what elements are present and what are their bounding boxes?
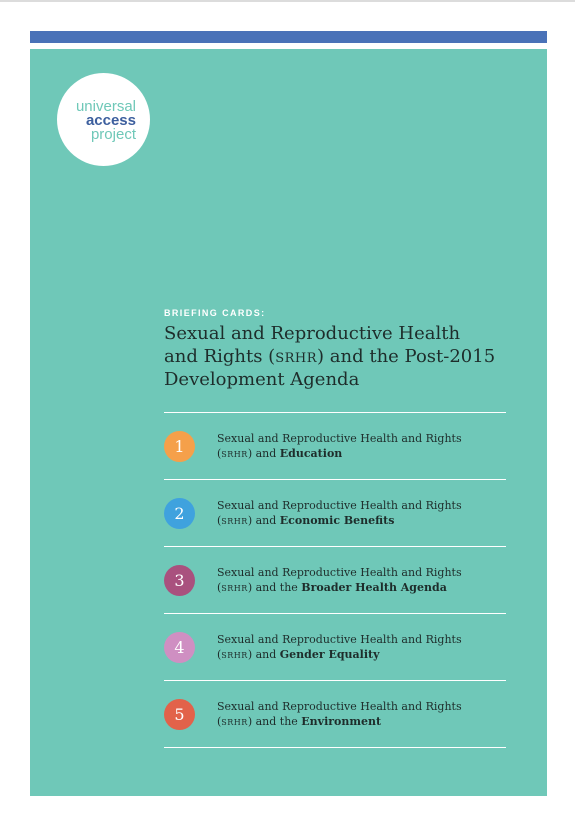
logo-word-access: access [85, 112, 136, 129]
card-number-badge: 2 [164, 498, 195, 529]
card-title-line-2: (srhr) and Education [217, 447, 343, 460]
logo-word-universal: universal [75, 98, 136, 115]
card-number-badge: 1 [164, 431, 195, 462]
card-list-item[interactable] [164, 614, 506, 680]
card-title-line-2: (srhr) and the Broader Health Agenda [217, 581, 447, 594]
title-line-3: Development Agenda [164, 369, 360, 390]
card-connector: ) and [247, 648, 280, 661]
cover-panel [30, 49, 547, 796]
divider [164, 747, 506, 748]
card-title-line-1: Sexual and Reproductive Health and Rights [217, 633, 462, 646]
title-abbr: srhr [275, 346, 318, 367]
page-title [164, 322, 504, 391]
title-line-2-post: ) and the Post-2015 [317, 346, 496, 367]
card-list-item[interactable] [164, 547, 506, 613]
card-list-item[interactable] [164, 413, 506, 479]
card-title [217, 699, 507, 729]
title-line-2-pre: and Rights ( [164, 346, 276, 367]
card-title [217, 431, 507, 461]
card-title [217, 498, 507, 528]
card-abbr: srhr [221, 715, 248, 728]
card-connector: ) and [247, 514, 280, 527]
card-topic: Gender Equality [279, 648, 380, 661]
card-connector: ) and [247, 447, 280, 460]
card-abbr: srhr [221, 514, 248, 527]
card-title-line-1: Sexual and Reproductive Health and Rights [217, 566, 462, 579]
briefing-cards-label: BRIEFING CARDS: [164, 308, 266, 318]
card-connector: ) and the [247, 715, 302, 728]
card-topic: Environment [301, 715, 382, 728]
card-title-line-1: Sexual and Reproductive Health and Rights [217, 499, 462, 512]
card-list-item[interactable] [164, 681, 506, 747]
card-abbr: srhr [221, 648, 248, 661]
card-number-badge: 4 [164, 632, 195, 663]
card-topic: Broader Health Agenda [301, 581, 447, 594]
card-connector: ) and the [247, 581, 302, 594]
card-title-line-1: Sexual and Reproductive Health and Rights [217, 700, 462, 713]
card-title [217, 565, 507, 595]
card-title [217, 632, 507, 662]
universal-access-project-logo [57, 73, 150, 166]
card-topic: Education [279, 447, 343, 460]
top-rule [0, 0, 575, 2]
card-abbr: srhr [221, 581, 248, 594]
title-line-2 [164, 345, 504, 368]
card-number-badge: 5 [164, 699, 195, 730]
card-title-line-1: Sexual and Reproductive Health and Rights [217, 432, 462, 445]
card-title-line-2: (srhr) and Economic Benefits [217, 514, 395, 527]
card-number-badge: 3 [164, 565, 195, 596]
title-line-1: Sexual and Reproductive Health [164, 323, 461, 344]
card-topic: Economic Benefits [279, 514, 395, 527]
card-abbr: srhr [221, 447, 248, 460]
card-list-item[interactable] [164, 480, 506, 546]
header-color-bar [30, 31, 547, 43]
card-title-line-2: (srhr) and the Environment [217, 715, 382, 728]
logo-word-project: project [90, 126, 136, 143]
card-title-line-2: (srhr) and Gender Equality [217, 648, 380, 661]
